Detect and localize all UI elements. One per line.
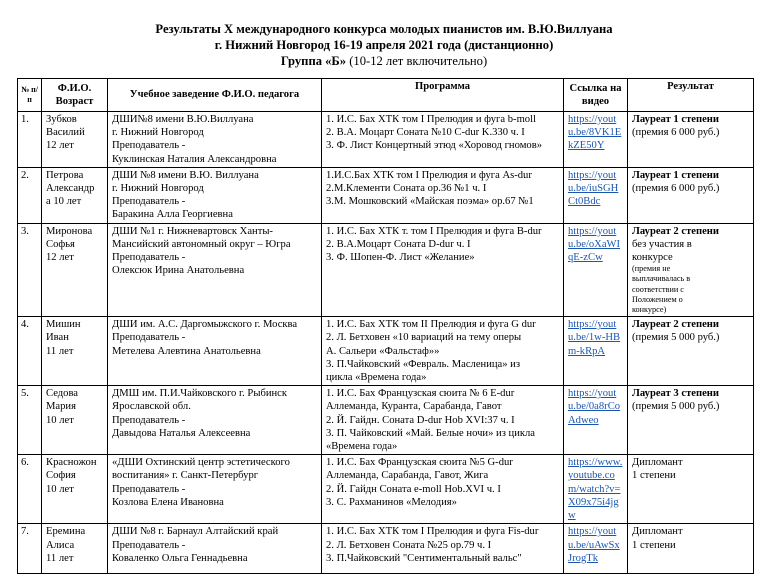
cell-video-link <box>564 223 628 317</box>
result-note-line: (премия не <box>632 264 671 274</box>
school-line: воспитания» г. Санкт-Петербург <box>112 470 259 482</box>
table-row <box>18 317 754 386</box>
cell-program <box>322 455 564 524</box>
cell-school <box>108 386 322 455</box>
school-line: «ДШИ Охтинский центр эстетического <box>112 457 290 469</box>
table-row <box>18 386 754 455</box>
participant-line: Мишин <box>46 319 81 331</box>
cell-school <box>108 455 322 524</box>
school-line: Преподаватель - <box>112 140 186 152</box>
participant-line: София <box>46 470 76 482</box>
participant-line: Петрова <box>46 169 84 181</box>
participant-line: 12 лет <box>46 252 74 264</box>
program-line: «Времена года» <box>326 441 398 453</box>
result-line: (премия 6 000 руб.) <box>632 127 720 139</box>
school-line: Преподаватель - <box>112 196 186 208</box>
cell-video-link <box>564 112 628 168</box>
program-line: 1. И.С. Бах ХТК том II Прелюдия и фуга G dur <box>326 319 536 331</box>
program-line: цикла «Времена года» <box>326 372 427 384</box>
program-line: 1. И.С. Бах Французская сюита № 6 E-dur <box>326 388 515 400</box>
cell-num: 7. <box>18 524 42 574</box>
cell-school <box>108 223 322 317</box>
table-row <box>18 223 754 317</box>
program-line: А. Сальери «Фальстаф»» <box>326 345 440 357</box>
cell-result <box>628 223 754 317</box>
result-title: Лауреат 2 степени <box>632 319 719 331</box>
cell-participant <box>42 524 108 574</box>
program-line: 2. Й. Гайдн. Соната D-dur Hob XVI:37 ч. I <box>326 414 515 426</box>
program-line: 3. П. Чайковский «Май. Белые ночи» из цикла <box>326 427 536 439</box>
participant-line: 11 лет <box>46 345 74 357</box>
result-line: (премия 5 000 руб.) <box>632 332 720 344</box>
cell-video-link <box>564 317 628 386</box>
school-line: Преподаватель - <box>112 539 186 551</box>
participant-line: Софья <box>46 238 75 250</box>
participant-line: Еремина <box>46 526 86 538</box>
table-row <box>18 455 754 524</box>
result-note-line: соответствии с <box>632 284 684 294</box>
school-line: Преподаватель - <box>112 252 186 264</box>
program-line: Аллеманда, Сарабанда, Гавот, Жига <box>326 470 489 482</box>
cell-num: 2. <box>18 167 42 223</box>
program-line: 2. В.А. Моцарт Соната №10 C-dur K.330 ч. I <box>326 127 525 139</box>
cell-program <box>322 112 564 168</box>
school-line: Давыдова Наталья Алексеевна <box>112 427 251 439</box>
cell-school <box>108 317 322 386</box>
participant-line: Мария <box>46 401 76 413</box>
cell-school <box>108 112 322 168</box>
cell-program <box>322 167 564 223</box>
cell-school <box>108 524 322 574</box>
cell-video-link <box>564 524 628 574</box>
result-title: Лауреат 1 степени <box>632 114 719 125</box>
school-line: Баракина Алла Георгиевна <box>112 209 233 221</box>
document-header <box>0 0 768 69</box>
participant-line: Алиса <box>46 539 75 551</box>
school-line: Преподаватель - <box>112 483 186 495</box>
school-line: ДШИ им. А.С. Даргомыжского г. Москва <box>112 319 298 331</box>
cell-num: 3. <box>18 223 42 317</box>
result-title: Лауреат 3 степени <box>632 388 719 400</box>
participant-line: 10 лет <box>46 414 74 426</box>
cell-video-link <box>564 386 628 455</box>
video-link[interactable]: https://www.youtube.com/watch?v=X09x75i4jgw <box>568 457 623 522</box>
participant-line: 12 лет <box>46 140 74 152</box>
col-header-name: Ф.И.О. Возраст <box>42 79 108 112</box>
participant-line: 11 лет <box>46 552 74 564</box>
school-line: Преподаватель - <box>112 332 186 344</box>
school-line: ДМШ им. П.И.Чайковского г. Рыбинск <box>112 388 288 400</box>
cell-result <box>628 524 754 574</box>
cell-participant <box>42 167 108 223</box>
result-line: (премия 5 000 руб.) <box>632 401 720 413</box>
result-line: без участия в <box>632 238 692 250</box>
school-line: Преподаватель - <box>112 414 186 426</box>
participant-line: 10 лет <box>46 483 74 495</box>
school-line: Ярославской обл. <box>112 401 191 413</box>
cell-result <box>628 317 754 386</box>
school-line: ДШИ №8 имени В.Ю. Виллуана <box>112 169 259 181</box>
program-line: 1. И.С. Бах ХТК том I Прелюдия и фуга Fis-dur <box>326 526 539 538</box>
school-line: Куклинская Наталия Александровна <box>112 153 277 165</box>
group-name: Группа «Б» <box>280 54 347 68</box>
group-age-note: (10-12 лет включительно) <box>346 54 488 68</box>
results-table <box>17 78 754 574</box>
result-title: Лауреат 1 степени <box>632 169 719 181</box>
video-link[interactable]: https://youtu.be/8VK1EkZE50Y <box>568 114 622 152</box>
cell-participant <box>42 455 108 524</box>
cell-participant <box>42 317 108 386</box>
cell-program <box>322 524 564 574</box>
cell-result <box>628 455 754 524</box>
program-line: 3. Ф. Шопен-Ф. Лист «Желание» <box>326 252 475 264</box>
cell-num: 1. <box>18 112 42 168</box>
school-line: ДШИ №8 г. Барнаул Алтайский край <box>112 526 279 538</box>
table-header-row <box>18 79 754 112</box>
program-line: 2.М.Клементи Соната ор.36 №1 ч. I <box>326 183 487 195</box>
cell-participant <box>42 223 108 317</box>
program-line: 2. В.А.Моцарт Соната D-dur ч. I <box>326 238 471 250</box>
result-line: 1 степени <box>632 470 676 482</box>
col-header-link: Ссылка на видео <box>564 79 628 112</box>
participant-line: Миронова <box>46 225 93 237</box>
video-link[interactable]: https://youtu.be/oXaWIqE-zCw <box>568 225 621 264</box>
video-link[interactable]: https://youtu.be/0a8rCoAdweo <box>568 388 621 426</box>
result-line: конкурсе <box>632 252 673 264</box>
school-line: г. Нижний Новгород <box>112 183 204 195</box>
school-line: Олексюк Ирина Анатольевна <box>112 265 245 277</box>
header-group <box>0 53 768 69</box>
col-header-num: № п/п <box>18 79 42 112</box>
program-line: 2. Й. Гайдн Соната e-moll Hob.XVI ч. I <box>326 483 501 495</box>
result-note-line: конкурсе) <box>632 305 667 315</box>
participant-line: Иван <box>46 332 69 344</box>
school-line: Метелева Алевтина Анатольевна <box>112 345 261 357</box>
participant-line: Седова <box>46 388 79 400</box>
participant-line: Красножон <box>46 457 97 469</box>
program-line: 1. И.С. Бах ХТК т. том I Прелюдия и фуга B-dur <box>326 225 542 237</box>
cell-video-link <box>564 167 628 223</box>
video-link[interactable]: https://youtu.be/uAwSxJrogTk <box>568 526 620 564</box>
cell-school <box>108 167 322 223</box>
cell-num: 4. <box>18 317 42 386</box>
cell-result <box>628 386 754 455</box>
cell-participant <box>42 386 108 455</box>
school-line: ДШИ №1 г. Нижневартовск Ханты-Мансийский автономный округ – Югра <box>112 225 291 250</box>
participant-line: а 10 лет <box>46 196 82 208</box>
table-row <box>18 167 754 223</box>
school-line: Козлова Елена Ивановна <box>112 496 224 508</box>
cell-participant <box>42 112 108 168</box>
result-title: Лауреат 2 степени <box>632 225 719 237</box>
cell-num: 6. <box>18 455 42 524</box>
program-line: 3. П.Чайковский "Сентиментальный вальс" <box>326 552 522 564</box>
result-line: (премия 6 000 руб.) <box>632 183 720 195</box>
program-line: 3.М. Мошковский «Майская поэма» ор.67 №1 <box>326 196 534 208</box>
result-line: Дипломант <box>632 457 683 469</box>
col-header-result: Результат <box>628 79 754 112</box>
program-line: 3. Ф. Лист Концертный этюд «Хоровод гномов» <box>326 140 542 152</box>
col-header-school: Учебное заведение Ф.И.О. педагога <box>108 79 322 112</box>
result-note-line: Положением о <box>632 294 683 304</box>
school-line: Коваленко Ольга Геннадьевна <box>112 552 248 564</box>
program-line: 2. Л. Бетховен «10 вариаций на тему оперы <box>326 332 522 344</box>
school-line: г. Нижний Новгород <box>112 127 204 139</box>
result-line: 1 степени <box>632 539 676 551</box>
cell-program <box>322 317 564 386</box>
cell-result <box>628 167 754 223</box>
video-link[interactable]: https://youtu.be/1w-HBm-kRpA <box>568 319 621 357</box>
cell-num: 5. <box>18 386 42 455</box>
program-line: 2. Л. Бетховен Соната №25 ор.79 ч. I <box>326 539 492 551</box>
school-line: ДШИ№8 имени В.Ю.Виллуана <box>112 114 254 125</box>
cell-video-link <box>564 455 628 524</box>
table-row <box>18 524 754 574</box>
program-line: 3. С. Рахманинов «Мелодия» <box>326 496 457 508</box>
cell-result <box>628 112 754 168</box>
result-line: Дипломант <box>632 526 683 538</box>
program-line: 1. И.С. Бах Французская сюита №5 G-dur <box>326 457 513 469</box>
participant-line: Зубков <box>46 114 77 125</box>
participant-line: Александр <box>46 183 95 195</box>
program-line: Аллеманда, Куранта, Сарабанда, Гавот <box>326 401 502 413</box>
video-link[interactable]: https://youtu.be/iuSGHCt0Bdc <box>568 169 619 208</box>
header-title: Результаты X международного конкурса молодых пианистов им. В.Ю.Виллуана <box>155 22 613 36</box>
program-line: 1.И.С.Бах ХТК том I Прелюдия и фуга As-dur <box>326 169 532 181</box>
col-header-program: Программа <box>322 79 564 112</box>
table-row <box>18 112 754 168</box>
cell-program <box>322 386 564 455</box>
header-place-date: г. Нижний Новгород 16-19 апреля 2021 года (дистанционно) <box>214 38 554 52</box>
cell-program <box>322 223 564 317</box>
program-line: 3. П.Чайковский «Февраль. Масленица» из <box>326 358 521 370</box>
program-line: 1. И.С. Бах ХТК том I Прелюдия и фуга b-moll <box>326 114 536 125</box>
participant-line: Василий <box>46 127 85 139</box>
result-note-line: выплачивалась в <box>632 274 691 284</box>
